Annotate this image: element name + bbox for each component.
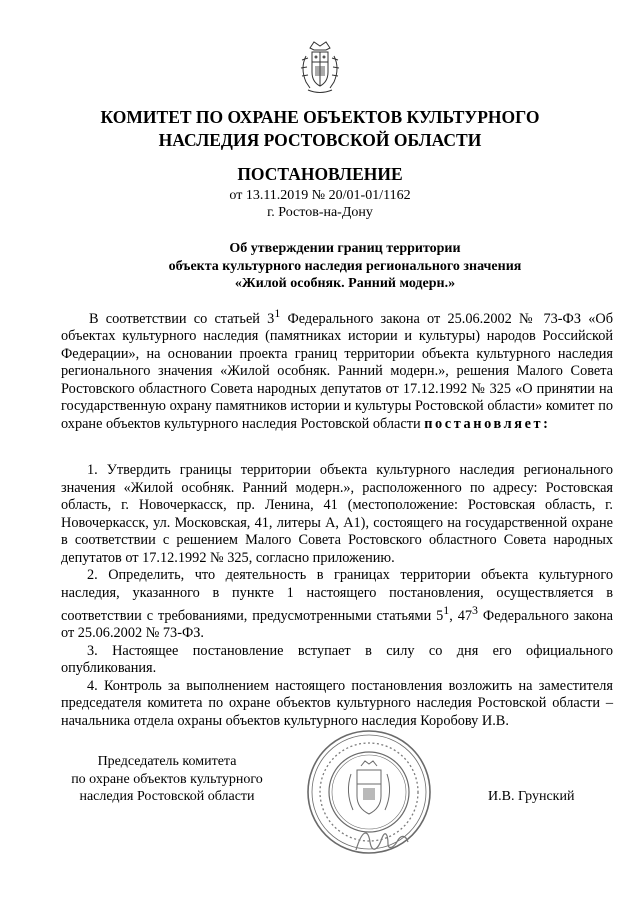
decree-item-4: 4. Контроль за выполнением настоящего постановления возложить на заместителя председателя комитета по охране объектов культурного наследия Ростовской области – начальника отдела охраны объектов культурного наследия Коробову И.В. <box>61 677 613 729</box>
document-subject <box>80 240 610 293</box>
signatory-position <box>52 753 282 806</box>
item-2-superscript-2: 3 <box>472 603 478 617</box>
preamble-text-2: Федерального закона от 25.06.2002 № 73-ФЗ «Об объектах культурного наследия (памятниках истории и культуры) народов Российской Федерации», на основании проекта границ территории объекта культурного наследия регионального значения «Жилой особняк. Ранний модерн.», решения Малого Совета Ростовского областного Совета народных депутатов от 17.12.1992 № 325 «О принятии на государственную охрану памятников истории и культуры Ростовской области» комитет по охране объектов культурного наследия Ростовской области <box>61 310 613 432</box>
decree-word: постановляет: <box>424 415 551 432</box>
item-2-superscript-1: 1 <box>443 603 450 617</box>
document-type: ПОСТАНОВЛЕНИЕ <box>237 164 403 184</box>
decree-item-2 <box>61 567 613 643</box>
decree-item-1: 1. Утвердить границы территории объекта культурного наследия регионального значения «Жилой особняк. Ранний модерн.», расположенного по адресу: Ростовская область, г. Новочеркасск, пр. Ленина, 41 (местоположение: Ростовская область, г. Новочеркасск, ул. Московская, 41, литеры А, А1), состоящего на государственной охране в соответствии с решением Малого Совета Ростовского областного Совета народных депутатов от 17.12.1992 № 325, согласно приложению. <box>61 462 613 566</box>
subject-line-2: объекта культурного наследия регионального значения <box>168 258 522 274</box>
preamble-paragraph <box>61 305 613 433</box>
committee-name <box>40 106 600 152</box>
signatory-position-line-2: по охране объектов культурного <box>71 771 263 787</box>
signatory-position-line-3: наследия Ростовской области <box>79 789 255 804</box>
committee-line-2: НАСЛЕДИЯ РОСТОВСКОЙ ОБЛАСТИ <box>158 130 482 150</box>
item-2-text-3: Федерального закона от 25.06.2002 № 73-ФЗ. <box>61 607 613 642</box>
signatory-position-line-1: Председатель комитета <box>97 754 237 769</box>
preamble-superscript: 1 <box>274 306 281 320</box>
item-2-text-2: , 47 <box>449 607 473 624</box>
subject-line-1: Об утверждении границ территории <box>229 241 461 256</box>
decree-item-3: 3. Настоящее постановление вступает в силу со дня его официального опубликования. <box>61 642 613 677</box>
committee-line-1: КОМИТЕТ ПО ОХРАНЕ ОБЪЕКТОВ КУЛЬТУРНОГО <box>100 107 540 127</box>
handwritten-signature-icon <box>352 820 412 860</box>
preamble-text-1: В соответствии со статьей 3 <box>89 310 275 327</box>
document-date-number: от 13.11.2019 № 20/01-01/1162 <box>229 188 411 203</box>
decree-items <box>61 462 613 730</box>
item-2-text-1: 2. Определить, что деятельность в границах территории объекта культурного наследия, указанного в пункте 1 настоящего постановления, осуществляется в соответствии с требованиями, предусмотренными статьями 5 <box>61 567 613 624</box>
subject-line-3: «Жилой особняк. Ранний модерн.» <box>234 276 456 291</box>
signatory-name: И.В. Грунский <box>488 789 575 804</box>
rostov-oblast-coat-of-arms-icon <box>296 38 344 96</box>
document-city: г. Ростов-на-Дону <box>267 205 373 220</box>
